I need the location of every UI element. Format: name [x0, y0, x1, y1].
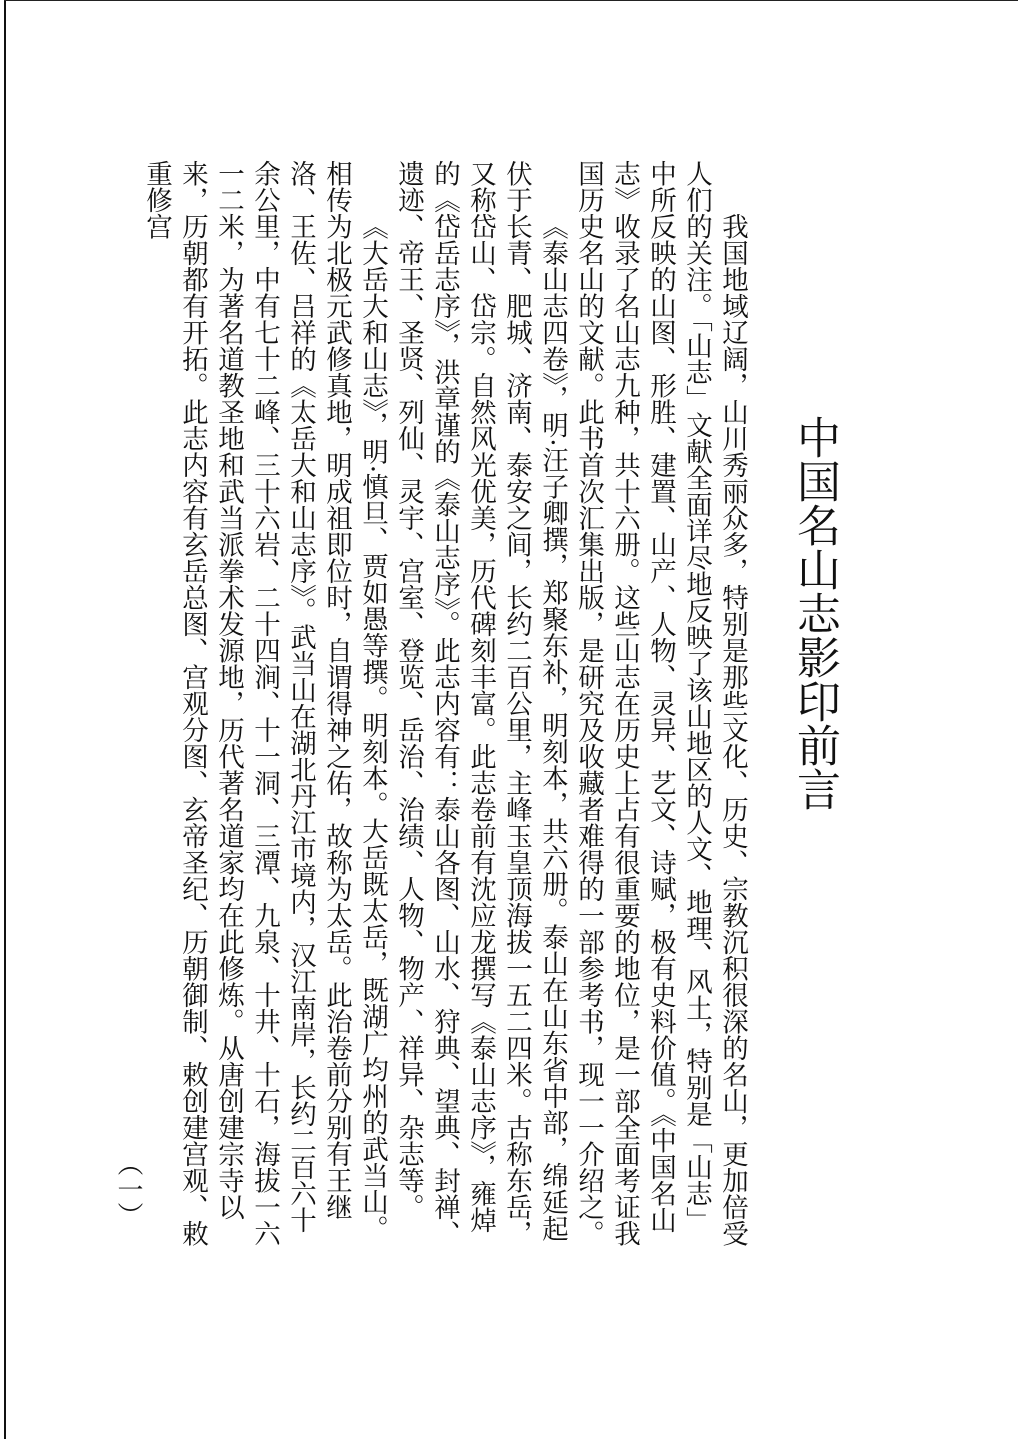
page-top-border: [4, 0, 1018, 1]
paragraph-intro: 我国地域辽阔，山川秀丽众多，特别是那些文化、历史、宗教沉积很深的名山，更加倍受人们的关注。「山志」文献全面详尽地反映了该山地区的人文、地理、风土，特别是「山志」中所反映的山图、形胜、建置、山产、人物、灵异、艺文、诗赋，极有史料价值。《中国名山志》收录了名山志九种，共十六册。这些山志在历史上占有很重要的地位，是一部全面考证我国历史名山的文献。此书首次汇集出版，是研究及收藏者难得的一部参考书，现一一介绍之。: [573, 160, 748, 1247]
body-text: [141, 160, 750, 1250]
page-left-border: [4, 0, 6, 1439]
page-number: （一）: [113, 1150, 143, 1228]
paragraph-wudang: 《大岳大和山志》，明·慎旦、贾如愚等撰。明刻本。大岳既太岳，既湖广均州的武当山。相传为北极元武修真地，明成祖即位时，自谓得神之佑，故称为太岳。此治卷前分别有王继洛、王佐、吕祥的《太岳大和山志序》。武当山在湖北丹江市境内，汉江南岸，长约二百六十余公里，中有七十二峰、三十六岩、二十四涧、十一洞、三潭、九泉、十井、十石，海拔一六一二米，为著名道教圣地和武当派拳术发源地，历代著名道家均在此修炼。从唐创建宗寺以来，历朝都有开拓。此志内容有玄岳总图、宫观分图、玄帝圣纪、历朝御制、敕创建宫观、敕重修宫: [141, 160, 388, 1247]
paragraph-taishan: 《泰山志四卷》，明·汪子卿撰，郑聚东补，明刻本，共六册。泰山在山东省中部，绵延起伏于长青、肥城、济南、泰安之间，长约二百公里，主峰玉皇顶海拔一五二四米。古称东岳，又称岱山、岱宗。自然风光优美，历代碑刻丰富。此志卷前有沈应龙撰写《泰山志序》，雍焯的《岱岳志序》，洪章谨的《泰山志序》。此志内容有：泰山各图、山水、狩典、望典、封禅、遗迹、帝王、圣贤、列仙、灵宇、宫室、登览、岳治、治绩、人物、物产、祥异、杂志等。: [393, 160, 568, 1247]
page-title: 中国名山志影印前言: [789, 415, 840, 811]
